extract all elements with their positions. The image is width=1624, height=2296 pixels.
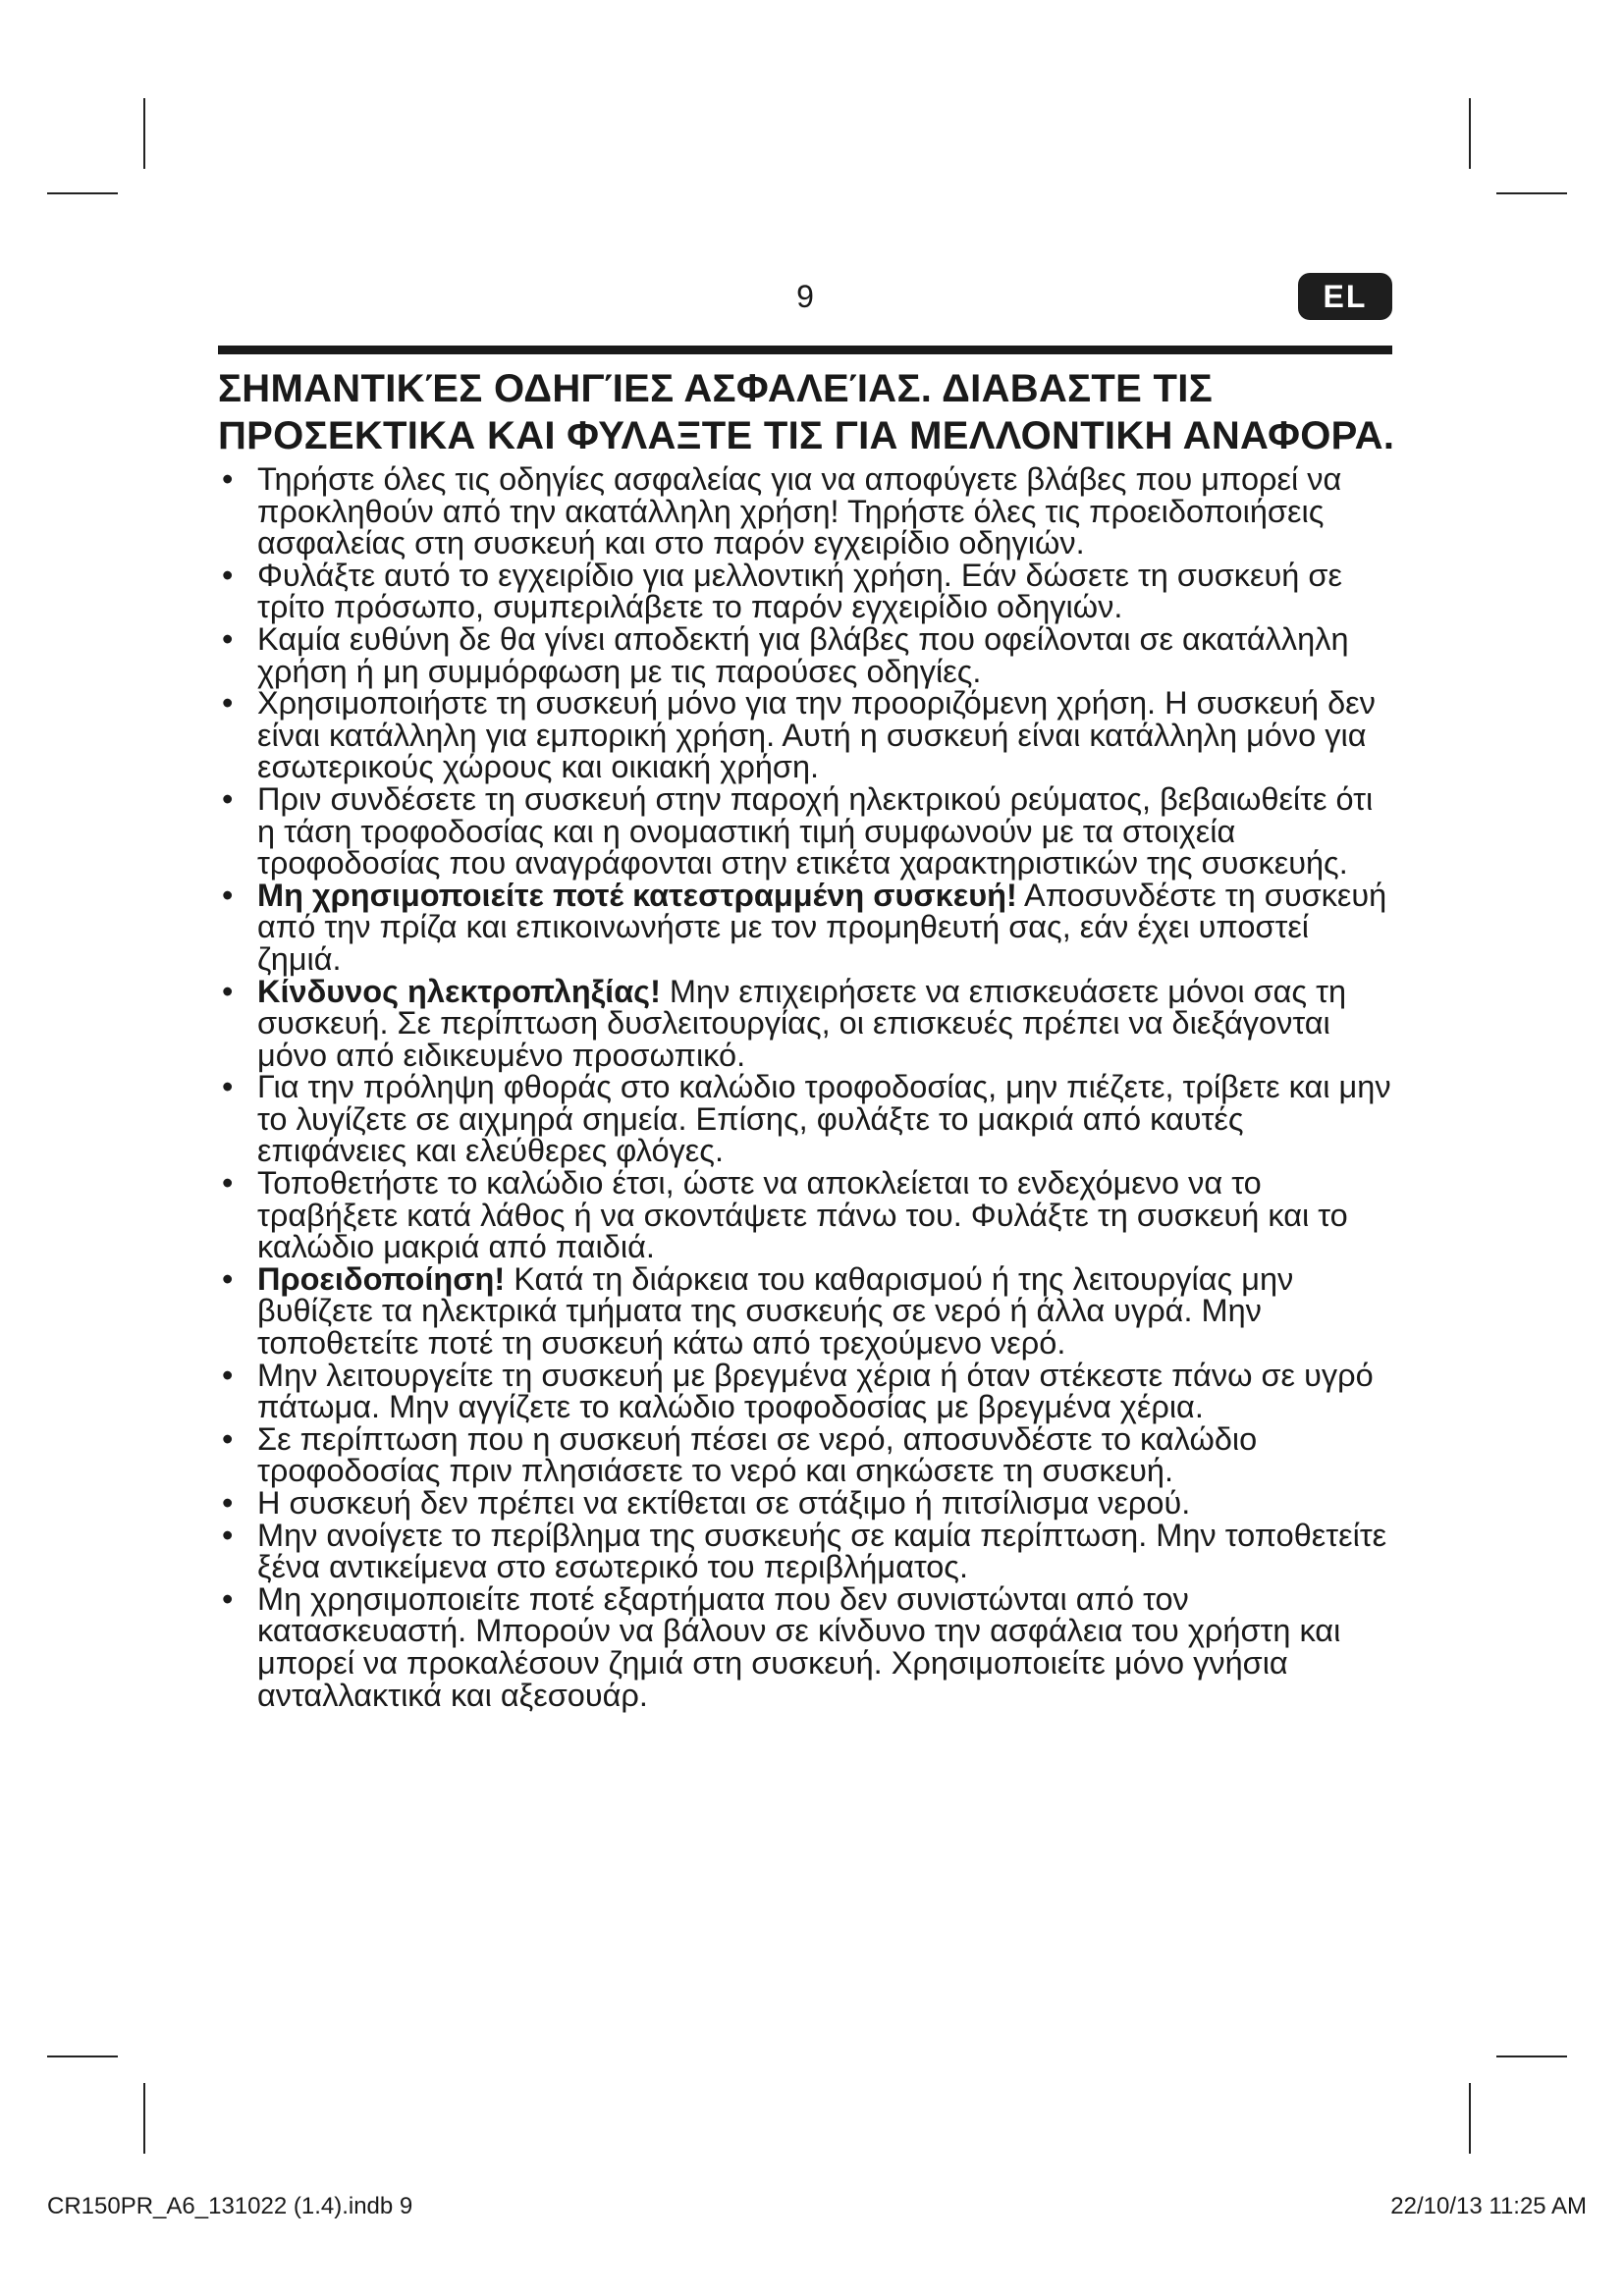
item-text: Μην λειτουργείτε τη συσκευή με βρεγμένα χέρια ή όταν στέκεστε πάνω σε υγρό πάτωμα. Μην αγγίζετε το καλώδιο τροφοδοσίας με βρεγμένα χέρια. bbox=[257, 1357, 1374, 1425]
safety-list-item bbox=[218, 1167, 1396, 1263]
safety-list-item bbox=[218, 687, 1396, 783]
item-text: Αποσυνδέστε τη συσκευή από την πρίζα και επικοινωνήστε με τον προμηθευτή σας, εάν έχει υποστεί ζημιά. bbox=[257, 877, 1387, 977]
crop-mark-top-right-vertical bbox=[1469, 98, 1471, 169]
item-text: Καμία ευθύνη δε θα γίνει αποδεκτή για βλάβες που οφείλονται σε ακατάλληλη χρήση ή μη συμμόρφωση με τις παρούσες οδηγίες. bbox=[257, 620, 1349, 689]
crop-mark-bottom-right-horizontal bbox=[1496, 2056, 1567, 2057]
footer-datetime: 22/10/13 11:25 AM bbox=[1390, 2193, 1587, 2219]
item-text: Για την πρόληψη φθοράς στο καλώδιο τροφοδοσίας, μην πιέζετε, τρίβετε και μην το λυγίζετε σε αιχμηρά σημεία. Επίσης, φυλάξτε το μακριά από καυτές επιφάνειες και ελεύθερες φλόγες. bbox=[257, 1069, 1391, 1169]
warning-label: Κίνδυνος ηλεκτροπληξίας! bbox=[257, 973, 661, 1009]
crop-mark-top-left-horizontal bbox=[47, 192, 118, 194]
item-text: Τηρήστε όλες τις οδηγίες ασφαλείας για να αποφύγετε βλάβες που μπορεί να προκληθούν από την ακατάλληλη χρήση! Τηρήστε όλες τις προειδοποιήσεις ασφαλείας στη συσκευή και στο παρόν εγχειρίδιο οδηγιών. bbox=[257, 461, 1342, 561]
safety-list-item bbox=[218, 877, 1396, 977]
safety-list-item bbox=[218, 1517, 1396, 1585]
item-text: Χρησιμοποιήστε τη συσκευή μόνο για την προοριζόμενη χρήση. Η συσκευή δεν είναι κατάλληλη για εμπορική χρήση. Αυτή η συσκευή είναι κατάλληλη μόνο για εσωτερικούς χώρους και οικιακή χρήση. bbox=[257, 685, 1376, 785]
safety-list-item bbox=[218, 463, 1396, 560]
page-number: 9 bbox=[796, 279, 814, 314]
item-text: Πριν συνδέσετε τη συσκευή στην παροχή ηλεκτρικού ρεύματος, βεβαιωθείτε ότι η τάση τροφοδοσίας και η ονομαστική τιμή συμφωνούν με τα στοιχεία τροφοδοσίας που αναγράφονται στην ετικέτα χαρακτηριστικών της συσκευής. bbox=[257, 780, 1374, 881]
safety-list-item bbox=[218, 620, 1396, 689]
section-heading: ΣΗΜΑΝΤΙΚΈΣ ΟΔΗΓΊΕΣ ΑΣΦΑΛΕΊΑΣ. ΔΙΑΒΑΣΤΕ ΤΙΣ ΠΡΟΣΕΚΤΙΚΑ ΚΑΙ ΦΥΛΑΞΤΕ ΤΙΣ ΓΙΑ ΜΕΛΛΟΝΤΙΚΗ ΑΝΑΦΟΡΑ. bbox=[218, 367, 1395, 457]
language-badge: EL bbox=[1298, 273, 1392, 320]
safety-list-item bbox=[218, 973, 1396, 1073]
header-divider bbox=[218, 346, 1392, 354]
safety-list-item bbox=[218, 1071, 1396, 1167]
crop-mark-bottom-left-horizontal bbox=[47, 2056, 118, 2057]
safety-list bbox=[218, 463, 1396, 1711]
crop-mark-bottom-right-vertical bbox=[1469, 2083, 1471, 2154]
safety-list-item bbox=[218, 1487, 1396, 1520]
safety-instructions-section bbox=[218, 365, 1396, 1711]
item-text: Σε περίπτωση που η συσκευή πέσει σε νερό, αποσυνδέστε το καλώδιο τροφοδοσίας πριν πλησιάσετε το νερό και σηκώσετε τη συσκευή. bbox=[257, 1420, 1258, 1489]
crop-mark-top-right-horizontal bbox=[1496, 192, 1567, 194]
crop-mark-top-left-vertical bbox=[143, 98, 145, 169]
warning-label: Μη χρησιμοποιείτε ποτέ κατεστραμμένη συσκευή! bbox=[257, 877, 1017, 913]
crop-mark-bottom-left-vertical bbox=[143, 2083, 145, 2154]
safety-list-item bbox=[218, 780, 1396, 881]
item-text: Μη χρησιμοποιείτε ποτέ εξαρτήματα που δεν συνιστώνται από τον κατασκευαστή. Μπορούν να βάλουν σε κίνδυνο την ασφάλεια του χρήστη και μπορεί να προκαλέσουν ζημιά στη συσκευή. Χρησιμοποιείτε μόνο γνήσια ανταλλακτικά και αξεσουάρ. bbox=[257, 1580, 1341, 1713]
warning-label: Προειδοποίηση! bbox=[257, 1260, 506, 1297]
footer-file-info: CR150PR_A6_131022 (1.4).indb 9 bbox=[47, 2193, 413, 2219]
item-text: Μην ανοίγετε το περίβλημα της συσκευής σε καμία περίπτωση. Μην τοποθετείτε ξένα αντικείμενα στο εσωτερικό του περιβλήματος. bbox=[257, 1517, 1387, 1585]
safety-list-item bbox=[218, 1580, 1396, 1713]
safety-list-item bbox=[218, 1357, 1396, 1425]
item-text: Τοποθετήστε το καλώδιο έτσι, ώστε να αποκλείεται το ενδεχόμενο να το τραβήξετε κατά λάθος ή να σκοντάψετε πάνω του. Φυλάξτε τη συσκευή και το καλώδιο μακριά από παιδιά. bbox=[257, 1165, 1348, 1265]
item-text: Φυλάξτε αυτό το εγχειρίδιο για μελλοντική χρήση. Εάν δώσετε τη συσκευή σε τρίτο πρόσωπο, συμπεριλάβετε το παρόν εγχειρίδιο οδηγιών. bbox=[257, 557, 1342, 625]
safety-list-item bbox=[218, 557, 1396, 625]
item-text: Κατά τη διάρκεια του καθαρισμού ή της λειτουργίας μην βυθίζετε τα ηλεκτρικά τμήματα της συσκευής σε νερό ή άλλα υγρά. Μην τοποθετείτε ποτέ τη συσκευή κάτω από τρεχούμενο νερό. bbox=[257, 1260, 1294, 1362]
item-text: Η συσκευή δεν πρέπει να εκτίθεται σε στάξιμο ή πιτσίλισμα νερού. bbox=[257, 1485, 1191, 1521]
safety-list-item bbox=[218, 1420, 1396, 1489]
item-text: Μην επιχειρήσετε να επισκευάσετε μόνοι σας τη συσκευή. Σε περίπτωση δυσλειτουργίας, οι επισκευές πρέπει να διεξάγονται μόνο από ειδικευμένο προσωπικό. bbox=[257, 973, 1347, 1073]
safety-list-item bbox=[218, 1260, 1396, 1362]
